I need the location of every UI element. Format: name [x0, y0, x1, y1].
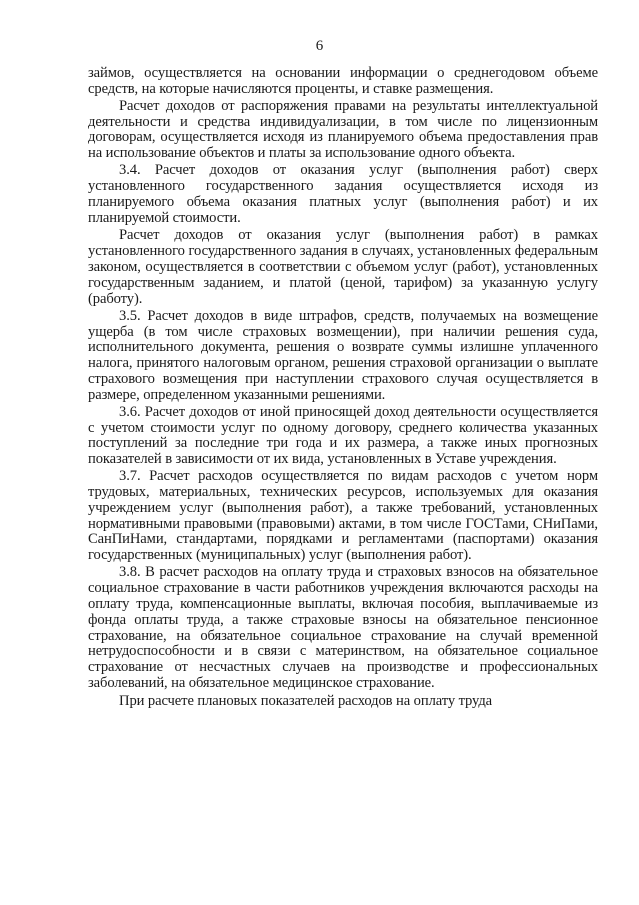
paragraph-3-8: 3.8. В расчет расходов на оплату труда и страховых взносов на обязательное социальное страхование в части работников учреждения включаются расходы на оплату труда, компенсационные выплаты, включая пособия, выплачиваемые из фонда оплаты труда, а также страховые взносы на обязательное пенсионное страхование, на обязательное социальное страхование на случай временной нетрудоспособности и в связи с материнством, на обязательное социальное страхование от несчастных случаев на производстве и профессиональных заболеваний, на обязательное медицинское страхование.: [88, 564, 598, 692]
paragraph-3-4: 3.4. Расчет доходов от оказания услуг (выполнения работ) сверх установленного государственного задания осуществляется исходя из планируемого объема оказания платных услуг (выполнения работ) и их планируемой стоимости.: [88, 162, 598, 226]
paragraph-3-5: 3.5. Расчет доходов в виде штрафов, средств, получаемых на возмещение ущерба (в том числе страховых возмещении), при наличии решения суда, исполнительного документа, решения о возврате суммы излишне уплаченного налога, принятого налоговым органом, решения страховой организации о выплате страхового возмещения при наступлении страхового случая осуществляется в размере, определенном указанными решениями.: [88, 307, 598, 403]
document-body: [88, 66, 598, 711]
paragraph-3-7: 3.7. Расчет расходов осуществляется по видам расходов с учетом норм трудовых, материальных, технических ресурсов, используемых для оказания учреждением услуг (выполнения работ), а также требований, установленных нормативными правовыми (правовыми) актами, в том числе ГОСТами, СНиПами, СанПиНами, стандартами, порядками и регламентами (паспортами) оказания государственных (муниципальных) услуг (выполнения работ).: [88, 468, 598, 564]
page-number: 6: [315, 38, 324, 54]
paragraph-state-task-income: Расчет доходов от оказания услуг (выполнения работ) в рамках установленного государственного задания в случаях, установленных федеральным законом, осуществляется в соответствии с объемом услуг (работ), установленных государственным заданием, и платой (ценой, тарифом) за указанную услугу (работу).: [88, 227, 598, 307]
paragraph-salary-planning: При расчете плановых показателей расходов на оплату труда: [119, 692, 493, 709]
paragraph-3-6: 3.6. Расчет доходов от иной приносящей доход деятельности осуществляется с учетом стоимости услуг по одному договору, среднего количества указанных поступлений за последние три года и их размера, а также иных прогнозных показателей в зависимости от их вида, установленных в Уставе учреждения.: [88, 403, 598, 468]
paragraph-continuation: займов, осуществляется на основании информации о среднегодовом объеме средств, на которые начисляются проценты, и ставке размещения.: [88, 65, 598, 97]
paragraph-ip-income: Расчет доходов от распоряжения правами на результаты интеллектуальной деятельности и средства индивидуализации, в том числе по лицензионным договорам, осуществляется исходя из планируемого объема предоставления прав на использование объектов и платы за использование одного объекта.: [88, 97, 598, 162]
